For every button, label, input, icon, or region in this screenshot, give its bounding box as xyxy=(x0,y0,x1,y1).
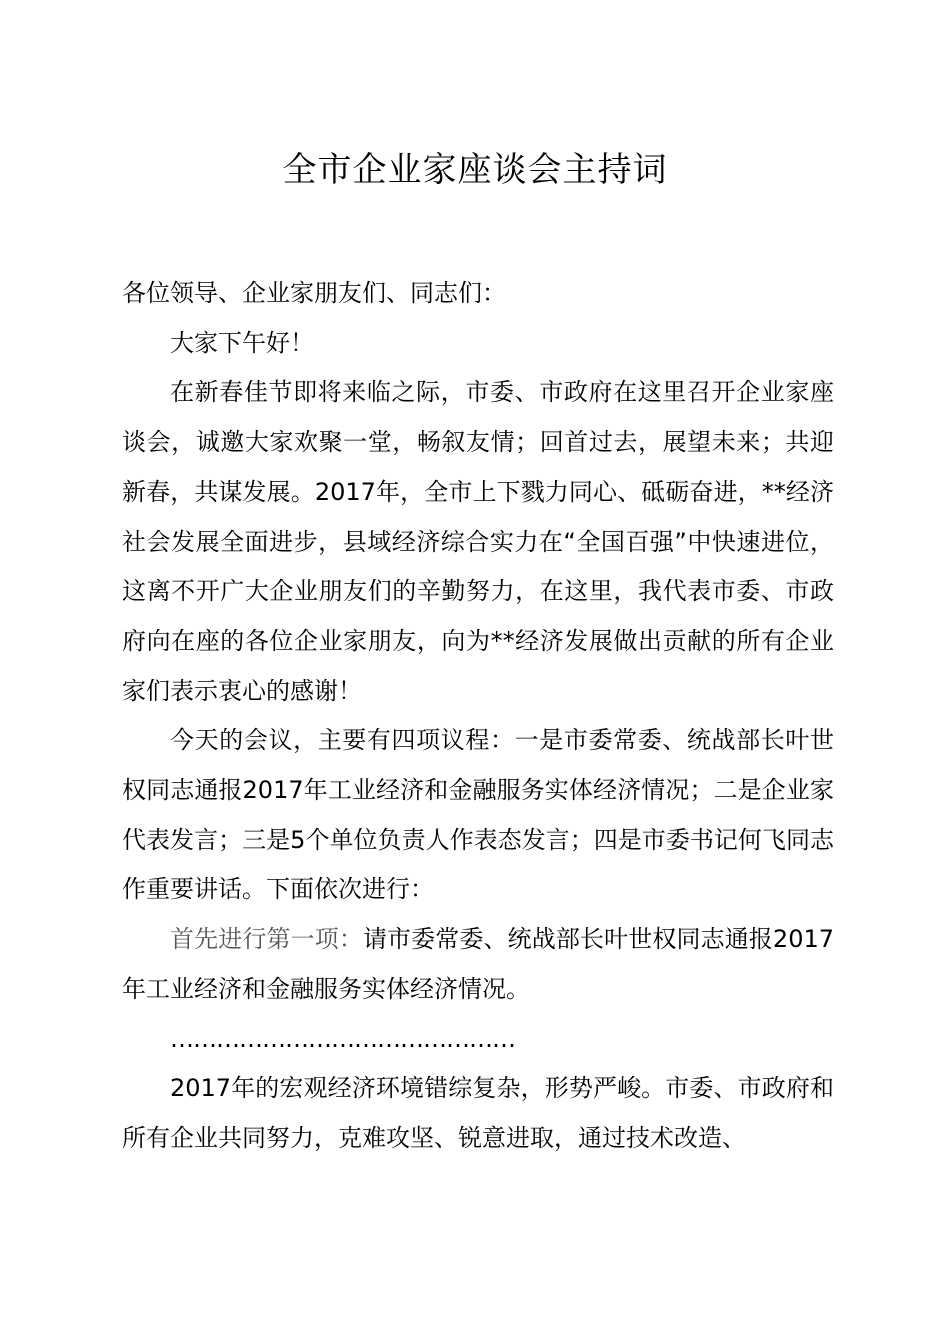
agenda-item-1-prefix: 首先进行第一项： xyxy=(170,925,363,954)
agenda-item-1-text: 请市委常委、统战部长叶世权同志通报2017年工业经济和金融服务实体经济情况。 xyxy=(122,925,835,1003)
agenda-item-1 xyxy=(122,915,834,1014)
document-title: 全市企业家座谈会主持词 xyxy=(282,150,668,190)
document-body xyxy=(122,269,834,1164)
economy-paragraph: 2017年的宏观经济环境错综复杂，形势严峻。市委、市政府和所有企业共同努力，克难攻坚、锐意进取，通过技术改造、 xyxy=(122,1074,834,1152)
ellipsis-separator: ……………………………………… xyxy=(170,1024,515,1053)
agenda-paragraph: 今天的会议，主要有四项议程：一是市委常委、统战部长叶世权同志通报2017年工业经济和金融服务实体经济情况；二是企业家代表发言；三是5个单位负责人作表态发言；四是市委书记何飞同志作重要讲话。下面依次进行： xyxy=(122,726,834,904)
opening-paragraph: 在新春佳节即将来临之际，市委、市政府在这里召开企业家座谈会，诚邀大家欢聚一堂，畅叙友情；回首过去，展望未来；共迎新春，共谋发展。2017年，全市上下戮力同心、砥砺奋进，**经济社会发展全面进步，县域经济综合实力在“全国百强”中快速进位，这离不开广大企业朋友们的辛勤努力，在这里，我代表市委、市政府向在座的各位企业家朋友，向为**经济发展做出贡献的所有企业家们表示衷心的感谢！ xyxy=(122,378,834,705)
salutation: 各位领导、企业家朋友们、同志们： xyxy=(122,279,506,307)
greeting: 大家下午好！ xyxy=(170,328,314,357)
